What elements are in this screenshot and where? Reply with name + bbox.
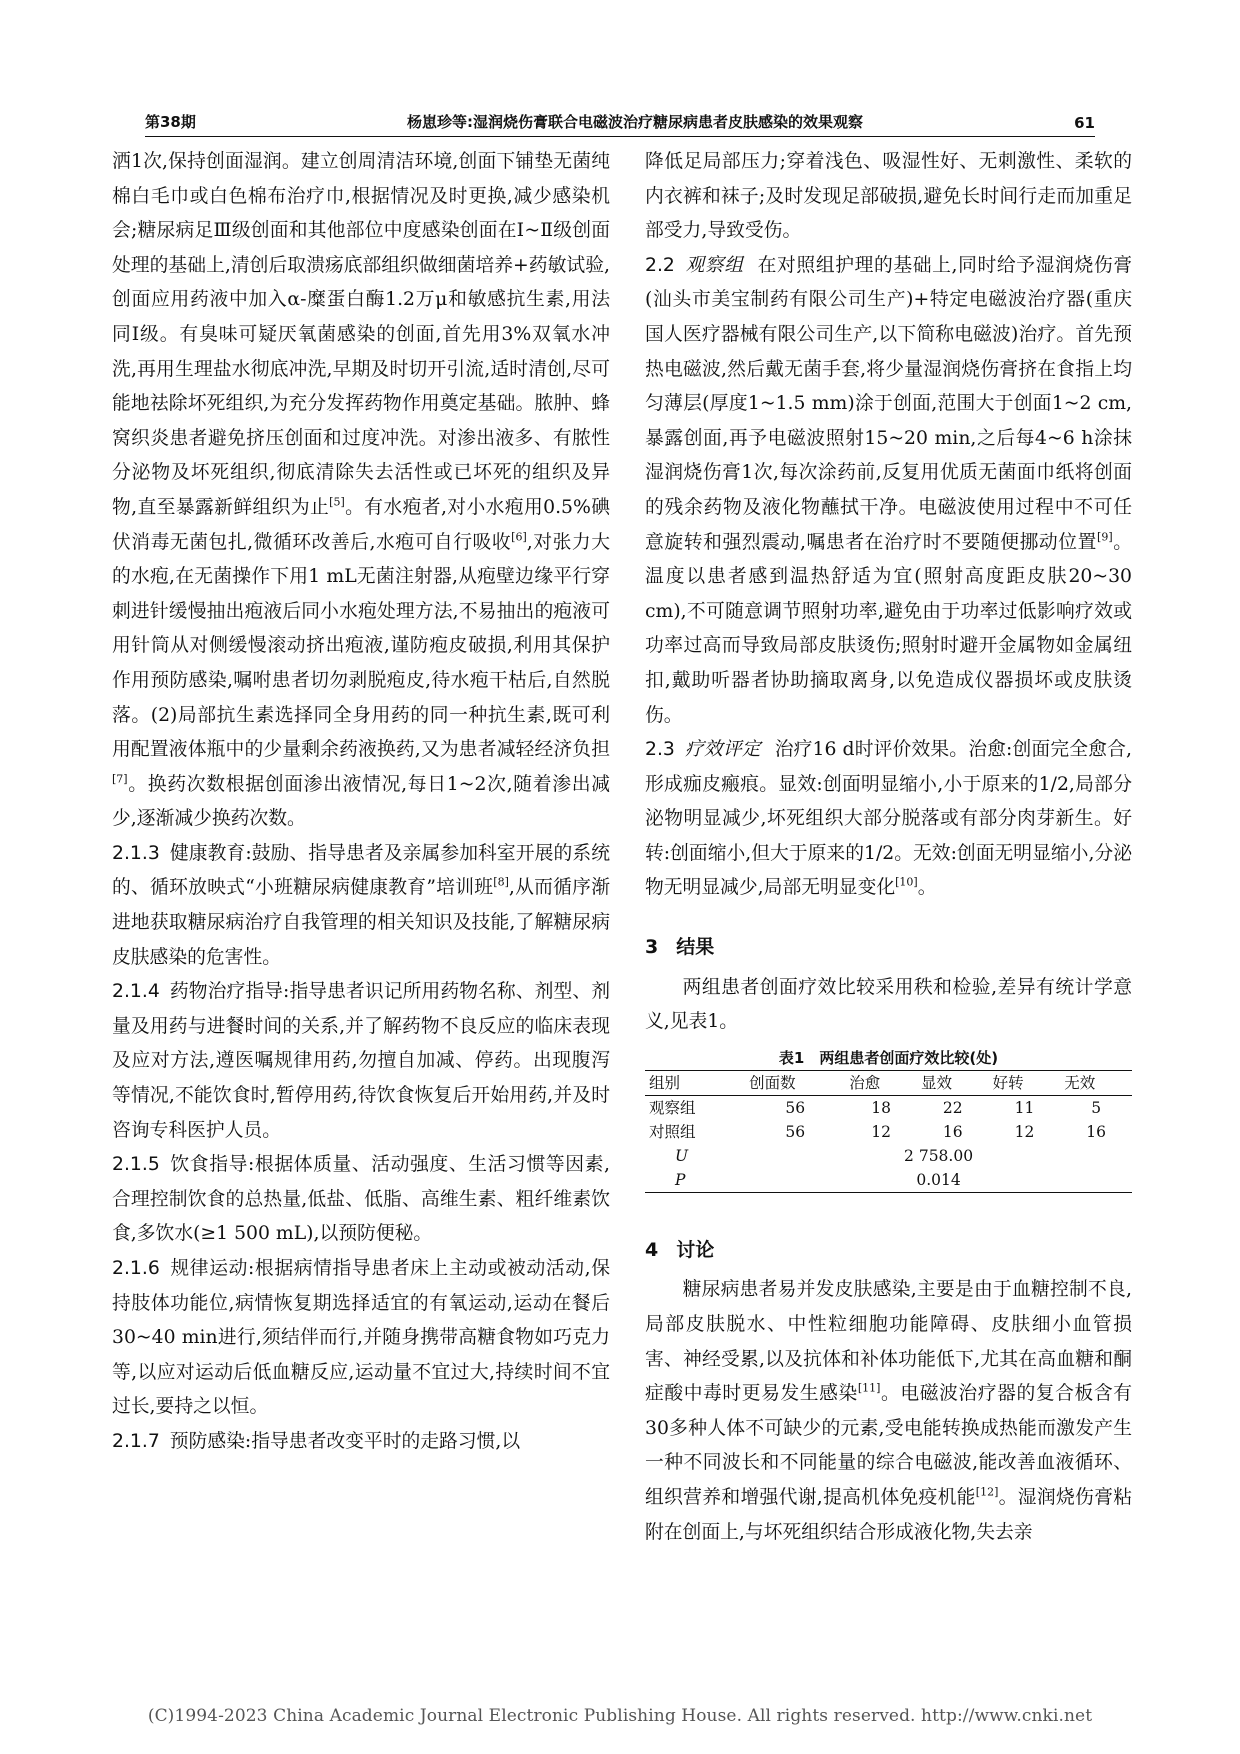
page-number: 61 [1074,114,1095,132]
table-cell: 18 [871,1098,891,1117]
table-row-p [645,1168,1132,1193]
section-2-1-6: 2.1.6 规律运动:根据病情指导患者床上主动或被动活动,保持肢体功能位,病情恢复期选择适宜的有氧运动,运动在餐后30~40 min进行,须结伴而行,并随身携带高糖食物如巧克力等,以应对运动后低血糖反应,运动量不宜过大,持续时间不宜过长,要持之以恒。 [112,1258,610,1418]
section-3-title: 3 结果 [645,936,715,959]
table-row [645,1095,1132,1120]
table-cell: 16 [1086,1122,1107,1141]
left-column [112,145,610,1460]
section-2-1-3: 2.1.3 健康教育:鼓励、指导患者及亲属参加科室开展的系统的、循环放映式“小班糖尿病健康教育”培训班[8],从而循序渐进地获取糖尿病治疗自我管理的相关知识及技能,了解糖尿病皮肤感染的危害性。 [112,842,610,968]
section-4-title: 4 讨论 [645,1238,715,1261]
citation: [6] [511,530,527,544]
table-row [645,1120,1132,1144]
header-rule [145,136,1095,137]
table-1 [645,1046,1132,1193]
table-cell: 16 [942,1122,963,1141]
col-header: 组别 [645,1070,745,1095]
results-paragraph: 两组患者创面疗效比较采用秩和检验,差异有统计学意义,见表1。 [645,976,1132,1033]
table-title: 表1 两组患者创面疗效比较(处) [778,1048,999,1067]
p-value: 0.014 [745,1168,1132,1193]
section-2-1-5: 2.1.5 饮食指导:根据体质量、活动强度、生活习惯等因素,合理控制饮食的总热量,低盐、低脂、高维生素、粗纤维素饮食,多饮水(≥1 500 mL),以预防便秘。 [112,1154,610,1245]
citation: [12] [975,1485,999,1499]
citation: [10] [895,876,918,890]
paragraph-continued: 降低足局部压力;穿着浅色、吸湿性好、无刺激性、柔软的内衣裤和袜子;及时发现足部破损,避免长时间行走而加重足部受力,导致受伤。 [645,151,1132,242]
col-header: 无效 [1060,1070,1132,1095]
paragraph-wound-care: 洒1次,保持创面湿润。建立创周清洁环境,创面下铺垫无菌纯棉白毛巾或白色棉布治疗巾,根据情况及时更换,减少感染机会;糖尿病足Ⅲ级创面和其他部位中度感染创面在Ⅰ~Ⅱ级创面处理的基础上,清创后取溃疡底部组织做细菌培养+药敏试验,创面应用药液中加入α-糜蛋白酶1.2万μ和敏感抗生素,用法同Ⅰ级。有臭味可疑厌氧菌感染的创面,首先用3%双氧水冲洗,再用生理盐水彻底冲洗,早期及时切开引流,适时清创,尽可能地祛除坏死组织,为充分发挥药物作用奠定基础。脓肿、蜂窝织炎患者避免挤压创面和过度冲洗。对渗出液多、有脓性分泌物及坏死组织,彻底清除失去活性或已坏死的组织及异物,直至暴露新鲜组织为止[5]。有水疱者,对小水疱用0.5%碘伏消毒无菌包扎,微循环改善后,水疱可自行吸收[6],对张力大的水疱,在无菌操作下用1 mL无菌注射器,从疱壁边缘平行穿刺进针缓慢抽出疱液后同小水疱处理方法,不易抽出的疱液可用针筒从对侧缓慢滚动挤出疱液,谨防疱皮破损,利用其保护作用预防感染,嘱咐患者切勿剥脱疱皮,待水疱干枯后,自然脱落。(2)局部抗生素选择同全身用药的同一种抗生素,既可利用配置液体瓶中的少量剩余药液换药,又为患者减轻经济负担[7]。换药次数根据创面渗出液情况,每日1~2次,随着渗出减少,逐渐减少换药次数。 [112,151,610,830]
u-value: 2 758.00 [904,1146,974,1165]
section-2-1-7: 2.1.7 预防感染:指导患者改变平时的走路习惯,以 [112,1430,521,1452]
col-header: 治愈 [845,1070,917,1095]
discussion-paragraph: 糖尿病患者易并发皮肤感染,主要是由于血糖控制不良,局部皮肤脱水、中性粒细胞功能障碍、皮肤细小血管损害、神经受累,以及抗体和补体功能低下,尤其在高血糖和酮症酸中毒时更易发生感染[11]。电磁波治疗器的复合板含有30多种人体不可缺少的元素,受电能转换成热能而激发产生一种不同波长和不同能量的综合电磁波,能改善血液循环、组织营养和增强代谢,提高机体免疫机能[12]。湿润烧伤膏粘附在创面上,与坏死组织结合形成液化物,失去亲 [645,1279,1133,1543]
issue-number: 第38期 [145,113,196,131]
stats-table [645,1070,1132,1193]
col-header: 创面数 [745,1070,845,1095]
table-cell: 12 [871,1122,891,1141]
running-header [145,98,1095,132]
citation: [5] [329,495,345,509]
table-row-u [645,1144,1132,1168]
section-2-3: 2.3 疗效评定 治疗16 d时评价效果。治愈:创面完全愈合,形成痂皮瘢痕。显效:创面明显缩小,小于原来的1/2,局部分泌物明显减少,坏死组织大部分脱落或有部分肉芽新生。好转:创面缩小,但大于原来的1/2。无效:创面无明显缩小,分泌物无明显减少,局部无明显变化[10]。 [645,739,1132,899]
citation: [9] [1097,530,1113,544]
table-cell: 12 [1014,1122,1035,1141]
table-cell: 对照组 [649,1122,696,1141]
col-header: 显效 [917,1070,989,1095]
p-label: P [645,1168,745,1193]
section-2-1-4: 2.1.4 药物治疗指导:指导患者识记所用药物名称、剂型、剂量及用药与进餐时间的关系,并了解药物不良反应的临床表现及应对方法,遵医嘱规律用药,勿擅自加减、停药。出现腹泻等情况,不能饮食时,暂停用药,待饮食恢复后开始用药,并及时咨询专科医护人员。 [112,981,610,1141]
running-title: 杨崽珍等:湿润烧伤膏联合电磁波治疗糖尿病患者皮肤感染的效果观察 [406,113,863,131]
table-cell: 5 [1091,1098,1102,1117]
right-column [645,145,1132,1550]
table-cell: 56 [785,1122,806,1141]
table-cell: 11 [1014,1098,1035,1117]
copyright-footer: (C)1994-2023 China Academic Journal Electronic Publishing House. All rights reserved. http://www.cnki.net [147,1706,1093,1726]
table-header-row [645,1070,1132,1095]
citation: [8] [493,876,509,890]
citation: [11] [857,1381,881,1395]
col-header: 好转 [989,1070,1061,1095]
table-cell: 22 [942,1098,963,1117]
table-cell: 56 [785,1098,806,1117]
table-cell: 观察组 [649,1098,696,1117]
section-2-2: 2.2 观察组 在对照组护理的基础上,同时给予湿润烧伤膏(汕头市美宝制药有限公司生产)+特定电磁波治疗器(重庆国人医疗器械有限公司生产,以下简称电磁波)治疗。首先预热电磁波,然后戴无菌手套,将少量湿润烧伤膏挤在食指上均匀薄层(厚度1~1.5 mm)涂于创面,范围大于创面1~2 cm,暴露创面,再予电磁波照射15~20 min,之后每4~6 h涂抹湿润烧伤膏1次,每次涂药前,反复用优质无菌面巾纸将创面的残余药物及液化物蘸拭干净。电磁波使用过程中不可任意旋转和强烈震动,嘱患者在治疗时不要随便挪动位置[9]。温度以患者感到温热舒适为宜(照射高度距皮肤20~30 cm),不可随意调节照射功率,避免由于功率过低影响疗效或功率过高而导致局部皮肤烫伤;照射时避开金属物如金属纽扣,戴助听器者协助摘取离身,以免造成仪器损坏或皮肤烫伤。 [645,254,1133,726]
u-label: U [675,1146,689,1165]
citation: [7] [112,772,128,786]
